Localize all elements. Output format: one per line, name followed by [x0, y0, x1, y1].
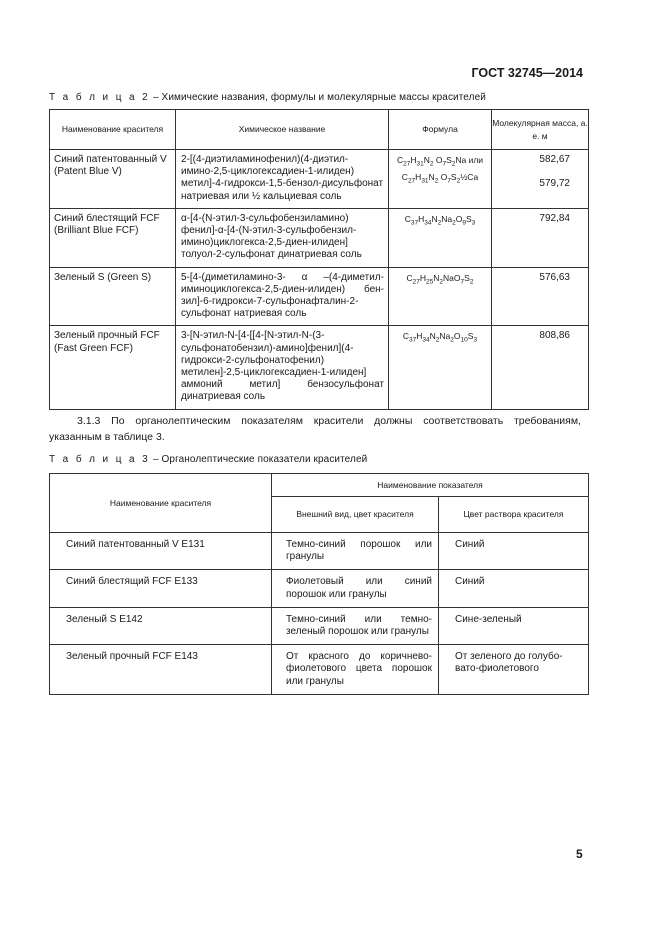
molecular-mass: 792,84	[492, 208, 589, 267]
molecular-mass: 808,86	[492, 326, 589, 409]
table2-header-row	[50, 110, 589, 150]
table3-header-indicator: Наименование показателя	[272, 474, 589, 497]
chemical-name: 2-[(4-диэтиламинофенил)(4-диэтил-имино-2,5-циклогексадиен-1-илиден) метил]-4-гидрокси-1,5-бензол-дисульфонат натриевая или ½ кальциевая соль	[176, 150, 389, 209]
molecular-mass: 582,67	[539, 154, 570, 165]
solution-color: Синий	[439, 570, 589, 607]
table3-header-solution: Цвет раствора красителя	[439, 497, 589, 533]
table-row	[50, 645, 589, 695]
table-row	[50, 208, 589, 267]
table2-header-chem: Химическое название	[176, 110, 389, 150]
dye-name: Зеленый S (Green S)	[50, 267, 176, 326]
molecular-mass: 576,63	[492, 267, 589, 326]
chemical-names-table	[49, 109, 589, 410]
chemical-name: 3-[N-этил-N-[4-[[4-[N-этил-N-(3-сульфонатобензил)-амино]фенил](4-гидрокси-2-сульфонатофенил) метилен]-2,5-циклогексадиен-1-илиден] аммоний метил] бензосульфонат динатриевая соль	[176, 326, 389, 409]
table2-header-formula: Формула	[389, 110, 492, 150]
table-row	[50, 326, 589, 409]
solution-color: Сине-зеленый	[439, 607, 589, 644]
standard-number: ГОСТ 32745—2014	[471, 66, 583, 80]
formula-cell: $C_{27}H_{31}N_2$ $O_7S_2Na$ или $C_{27}H_{31}N_2$ $O_7S_2\frac{1}{2}Ca$	[389, 150, 492, 209]
dye-name: Синий блестящий FCF (Brilliant Blue FCF)	[50, 208, 176, 267]
table2-caption	[49, 92, 486, 103]
formula: $C_{27}H_{25}N_2NaO_7S_2$	[389, 267, 492, 326]
mass-cell	[492, 150, 589, 209]
table3-caption-text: – Органолептические показатели красителей	[150, 454, 368, 465]
dye-name: Синий блестящий FCF E133	[50, 570, 272, 607]
chemical-name: 5-[4-(диметиламино-3- α –(4-диметил-иминоциклогекса-2,5-диен-илиден) бен-зил]-6-гидрокси-7-сульфонафталин-2-сульфонат натриевая соль	[176, 267, 389, 326]
appearance: Фиолетовый или синий порошок или гранулы	[272, 570, 439, 607]
table3-header-appearance: Внешний вид, цвет красителя	[272, 497, 439, 533]
organoleptic-table	[49, 473, 589, 695]
page-number: 5	[576, 847, 583, 861]
molecular-mass-alt: 579,72	[539, 178, 570, 190]
table-row	[50, 607, 589, 644]
table-row	[50, 570, 589, 607]
table2-caption-text: – Химические названия, формулы и молекулярные массы красителей	[150, 92, 486, 103]
table3-caption-lead: Т а б л и ц а 3	[49, 454, 151, 465]
dye-name: Зеленый прочный FCF (Fast Green FCF)	[50, 326, 176, 409]
table-row	[50, 533, 589, 570]
table3-header-row	[50, 474, 589, 497]
appearance: Темно-синий порошок или гранулы	[272, 533, 439, 570]
dye-name: Синий патентованный V E131	[50, 533, 272, 570]
chemical-name: α-[4-(N-этил-3-сульфобензиламино) фенил]-α-[4-(N-этил-3-сульфобензил-имино)циклогекса-2,5-диен-илиден] толуол-2-сульфонат динатриевая соль	[176, 208, 389, 267]
table2-header-name: Наименование красителя	[50, 110, 176, 150]
dye-name: Синий патентованный V (Patent Blue V)	[50, 150, 176, 209]
appearance: От красного до коричнево-фиолетового цвета порошок или гранулы	[272, 645, 439, 695]
formula: $C_{37}H_{34}N_2Na_2O_9S_3$	[389, 208, 492, 267]
table-row	[50, 150, 589, 209]
table2-caption-lead: Т а б л и ц а 2	[49, 92, 151, 103]
dye-name: Зеленый прочный FCF E143	[50, 645, 272, 695]
table2-header-mass: Молекулярная масса, а. е. м	[492, 110, 589, 150]
paragraph-3-1-3: 3.1.3 По органолептическим показателям красители должны соответствовать требованиям, указанным в таблице 3.	[49, 415, 581, 443]
dye-name: Зеленый S E142	[50, 607, 272, 644]
table-row	[50, 267, 589, 326]
solution-color: Синий	[439, 533, 589, 570]
appearance: Темно-синий или темно-зеленый порошок или гранулы	[272, 607, 439, 644]
formula: $C_{37}H_{34}N_2Na_2O_{10}S_3$	[389, 326, 492, 409]
table3-caption	[49, 454, 367, 465]
table3-header-name: Наименование красителя	[50, 474, 272, 533]
solution-color: От зеленого до голубо-вато-фиолетового	[439, 645, 589, 695]
